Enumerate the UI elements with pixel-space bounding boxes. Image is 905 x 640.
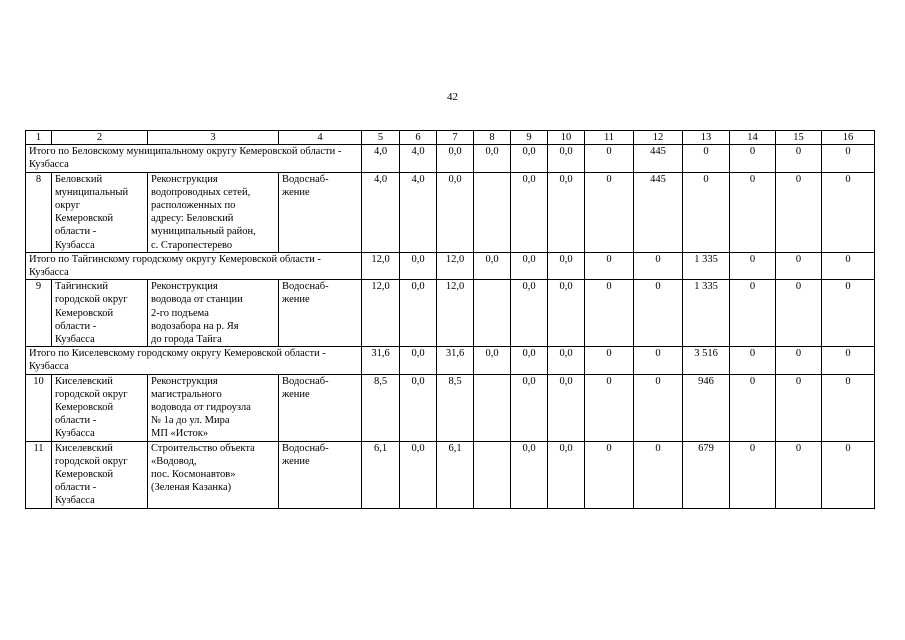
value-cell: 0,0 [548, 172, 585, 252]
value-cell: 0 [822, 441, 875, 508]
value-cell: 0 [730, 280, 776, 347]
table-row [26, 172, 875, 252]
value-cell: 0 [822, 252, 875, 279]
header-cell: 5 [362, 131, 400, 145]
value-cell: 31,6 [362, 347, 400, 374]
header-cell: 4 [279, 131, 362, 145]
header-cell: 6 [400, 131, 437, 145]
value-cell: 0,0 [511, 252, 548, 279]
subtotal-label: Итого по Тайгинскому городскому округу Кемеровской области - Кузбасса [26, 252, 362, 279]
value-cell: 0,0 [511, 441, 548, 508]
value-cell: 0 [585, 374, 634, 441]
value-cell: 0 [730, 145, 776, 172]
value-cell: 0 [776, 252, 822, 279]
value-cell: 4,0 [362, 172, 400, 252]
value-cell: 0 [634, 441, 683, 508]
value-cell: 4,0 [400, 172, 437, 252]
value-cell: 0 [585, 252, 634, 279]
value-cell: 0 [634, 280, 683, 347]
value-cell: 946 [683, 374, 730, 441]
header-cell: 13 [683, 131, 730, 145]
value-cell: 12,0 [362, 280, 400, 347]
subtotal-label: Итого по Беловскому муниципальному округу Кемеровской области - Кузбасса [26, 145, 362, 172]
municipality-cell: Беловский муниципальный округ Кемеровской области - Кузбасса [52, 172, 148, 252]
value-cell: 0 [634, 374, 683, 441]
value-cell: 0 [585, 280, 634, 347]
value-cell: 0 [776, 374, 822, 441]
value-cell: 0,0 [400, 280, 437, 347]
value-cell: 0 [634, 252, 683, 279]
value-cell: 4,0 [400, 145, 437, 172]
header-cell: 3 [148, 131, 279, 145]
value-cell [474, 441, 511, 508]
header-cell: 8 [474, 131, 511, 145]
municipality-cell: Киселевский городской округ Кемеровской области - Кузбасса [52, 441, 148, 508]
project-cell: Реконструкция водовода от станции 2-го подъема водозабора на р. Яя до города Тайга [148, 280, 279, 347]
value-cell: 0,0 [511, 374, 548, 441]
table-row [26, 374, 875, 441]
value-cell: 0 [585, 347, 634, 374]
header-row [26, 131, 875, 145]
row-number: 8 [26, 172, 52, 252]
table-row [26, 441, 875, 508]
value-cell: 0,0 [548, 441, 585, 508]
header-cell: 12 [634, 131, 683, 145]
value-cell: 0 [585, 441, 634, 508]
municipality-cell: Тайгинский городской округ Кемеровской области - Кузбасса [52, 280, 148, 347]
value-cell: 0 [776, 441, 822, 508]
subtotal-row [26, 145, 875, 172]
value-cell: 0,0 [511, 172, 548, 252]
value-cell: 0,0 [400, 252, 437, 279]
value-cell: 8,5 [362, 374, 400, 441]
subtotal-label: Итого по Киселевскому городскому округу Кемеровской области - Кузбасса [26, 347, 362, 374]
row-number: 11 [26, 441, 52, 508]
value-cell [474, 172, 511, 252]
value-cell: 679 [683, 441, 730, 508]
value-cell: 0 [776, 280, 822, 347]
header-cell: 1 [26, 131, 52, 145]
value-cell: 6,1 [437, 441, 474, 508]
value-cell: 0,0 [548, 347, 585, 374]
sector-cell: Водоснаб- жение [279, 280, 362, 347]
value-cell: 0 [730, 172, 776, 252]
value-cell: 445 [634, 172, 683, 252]
value-cell: 0,0 [474, 347, 511, 374]
value-cell [474, 280, 511, 347]
header-cell: 15 [776, 131, 822, 145]
value-cell: 0,0 [400, 347, 437, 374]
value-cell: 0 [822, 172, 875, 252]
municipality-cell: Киселевский городской округ Кемеровской области - Кузбасса [52, 374, 148, 441]
value-cell: 0,0 [474, 252, 511, 279]
value-cell: 0 [634, 347, 683, 374]
page-number: 42 [447, 91, 458, 103]
value-cell: 0,0 [548, 145, 585, 172]
value-cell: 0 [822, 374, 875, 441]
value-cell: 0 [822, 145, 875, 172]
header-cell: 7 [437, 131, 474, 145]
row-number: 9 [26, 280, 52, 347]
value-cell: 0 [683, 172, 730, 252]
value-cell: 6,1 [362, 441, 400, 508]
value-cell: 8,5 [437, 374, 474, 441]
project-cell: Строительство объекта «Водовод, пос. Космонавтов» (Зеленая Казанка) [148, 441, 279, 508]
value-cell: 0 [776, 172, 822, 252]
value-cell: 0,0 [474, 145, 511, 172]
value-cell: 0,0 [437, 145, 474, 172]
value-cell: 0,0 [400, 441, 437, 508]
value-cell: 0,0 [511, 347, 548, 374]
subtotal-row [26, 252, 875, 279]
value-cell: 0,0 [548, 252, 585, 279]
value-cell: 0 [730, 441, 776, 508]
investment-table [25, 130, 875, 509]
sector-cell: Водоснаб- жение [279, 374, 362, 441]
value-cell: 0 [585, 172, 634, 252]
sector-cell: Водоснаб- жение [279, 172, 362, 252]
value-cell: 12,0 [437, 252, 474, 279]
value-cell: 3 516 [683, 347, 730, 374]
value-cell: 1 335 [683, 280, 730, 347]
value-cell: 0,0 [437, 172, 474, 252]
value-cell: 0,0 [548, 280, 585, 347]
value-cell: 0 [776, 347, 822, 374]
project-cell: Реконструкция магистрального водовода от гидроузла № 1а до ул. Мира МП «Исток» [148, 374, 279, 441]
value-cell [474, 374, 511, 441]
value-cell: 12,0 [437, 280, 474, 347]
value-cell: 1 335 [683, 252, 730, 279]
value-cell: 445 [634, 145, 683, 172]
value-cell: 0 [822, 280, 875, 347]
value-cell: 0 [822, 347, 875, 374]
sector-cell: Водоснаб- жение [279, 441, 362, 508]
row-number: 10 [26, 374, 52, 441]
header-cell: 2 [52, 131, 148, 145]
header-cell: 16 [822, 131, 875, 145]
header-cell: 11 [585, 131, 634, 145]
project-cell: Реконструкция водопроводных сетей, расположенных по адресу: Беловский муниципальный район, с. Старопестерево [148, 172, 279, 252]
value-cell: 0 [730, 347, 776, 374]
table-row [26, 280, 875, 347]
value-cell: 0,0 [548, 374, 585, 441]
value-cell: 12,0 [362, 252, 400, 279]
subtotal-row [26, 347, 875, 374]
header-cell: 9 [511, 131, 548, 145]
value-cell: 0 [585, 145, 634, 172]
value-cell: 0,0 [511, 145, 548, 172]
value-cell: 0 [776, 145, 822, 172]
value-cell: 0 [730, 374, 776, 441]
value-cell: 0,0 [511, 280, 548, 347]
value-cell: 0 [683, 145, 730, 172]
header-cell: 14 [730, 131, 776, 145]
header-cell: 10 [548, 131, 585, 145]
value-cell: 0 [730, 252, 776, 279]
value-cell: 0,0 [400, 374, 437, 441]
value-cell: 31,6 [437, 347, 474, 374]
value-cell: 4,0 [362, 145, 400, 172]
